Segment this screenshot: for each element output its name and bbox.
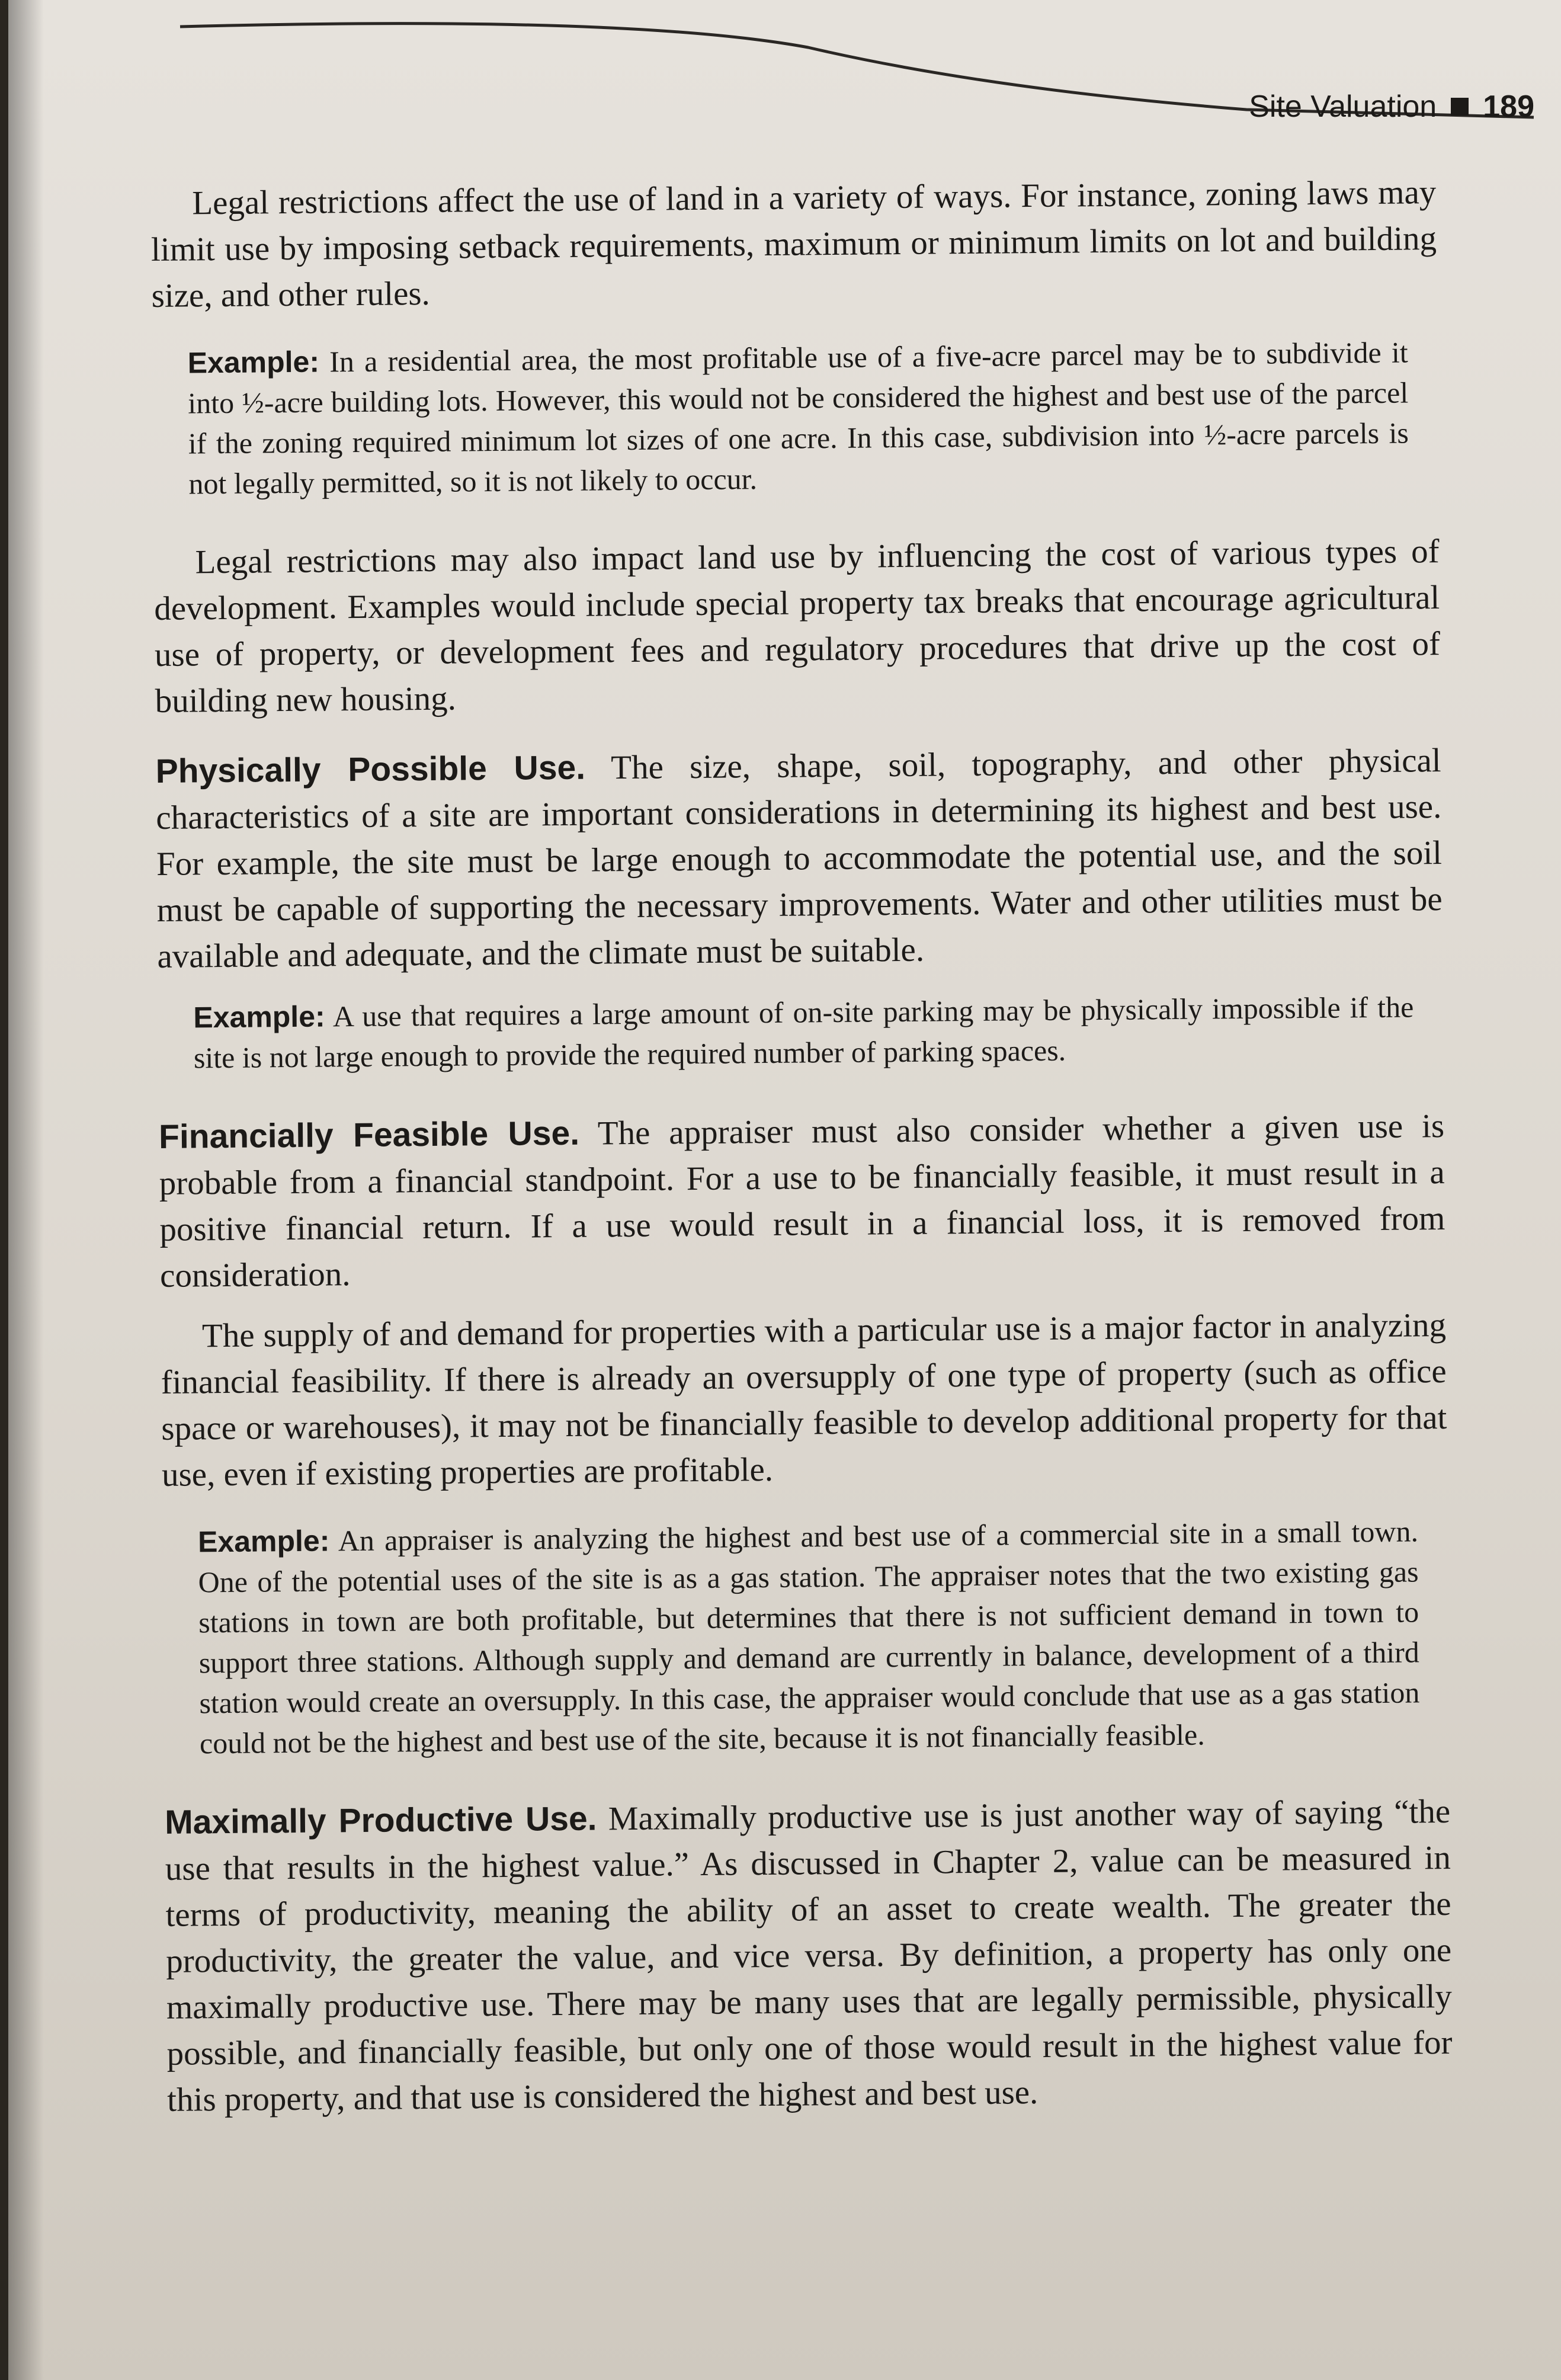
section-financially-feasible bbox=[159, 1103, 1446, 1299]
section-heading: Maximally Productive Use. bbox=[164, 1799, 597, 1841]
example-text: In a residential area, the most profitable use of a five-acre parcel may be to subdivide it into ½-acre building lots. However, this would not be considered the highest and best use of the parcel if the zoning required minimum lot sizes of one acre. In this case, subdivision into ½-acre parcels is not legally permitted, so it is not likely to occur. bbox=[188, 335, 1409, 501]
example-block bbox=[187, 332, 1409, 504]
example-label: Example: bbox=[193, 1000, 325, 1034]
paragraph-supply-demand: The supply of and demand for properties with a particular use is a major factor in analyzing financial feasibility. If there is already an oversupply of one type of property (such as office space or warehouses), it may not be financially feasible to develop additional property for that use, even if existing properties are profitable. bbox=[161, 1306, 1447, 1494]
example-label: Example: bbox=[187, 345, 320, 380]
binding-shadow bbox=[8, 0, 44, 2380]
paragraph-land-use-cost: Legal restrictions may also impact land use by influencing the cost of various types of development. Examples would include special property tax breaks that encourage agricultural use of property, or development fees and regulatory procedures that drive up the cost of building new housing. bbox=[154, 533, 1441, 720]
section-heading: Physically Possible Use. bbox=[155, 748, 586, 790]
example-block bbox=[193, 986, 1414, 1078]
page-body bbox=[150, 169, 1453, 2138]
page-number: 189 bbox=[1483, 89, 1534, 124]
example-text: A use that requires a large amount of on-site parking may be physically impossible if the site is not large enough to provide the required number of parking spaces. bbox=[193, 990, 1414, 1075]
section-heading: Financially Feasible Use. bbox=[158, 1114, 580, 1156]
section-text: The size, shape, soil, topography, and other physical characteristics of a site are important considerations in determining its highest and best use. For example, the site must be large enough to accommodate the potential use, and the soil must be capable of supporting the necessary improvements. Water and other utilities must be available and adequate, and the climate must be suitable. bbox=[156, 742, 1443, 975]
square-bullet-icon bbox=[1451, 98, 1469, 116]
section-text: The appraiser must also consider whether a given use is probable from a financial standpoint. For a use to be financially feasible, it must result in a positive financial return. If a use would result in a financial loss, it is removed from consideration. bbox=[159, 1107, 1445, 1295]
example-label: Example: bbox=[197, 1524, 330, 1559]
section-physically-possible bbox=[155, 737, 1443, 980]
book-page bbox=[8, 0, 1561, 2380]
section-maximally-productive bbox=[165, 1788, 1453, 2123]
paragraph-legal-restrictions: Legal restrictions affect the use of land in a variety of ways. For instance, zoning laws may limit use by imposing setback requirements, maximum or minimum limits on lot and building size, and other rules. bbox=[150, 174, 1437, 315]
example-text: An appraiser is analyzing the highest and best use of a commercial site in a small town. One of the potential uses of the site is as a gas station. The appraiser notes that the two existing gas stations in town are both profitable, but determines that there is not sufficient demand in town to support three stations. Although supply and demand are currently in balance, development of a third station would create an oversupply. In this case, the appraiser would conclude that use as a gas station could not be the highest and best use of the site, because it is not financially feasible. bbox=[198, 1514, 1420, 1760]
section-text: Maximally productive use is just another way of saying “the use that results in the highest value.” As discussed in Chapter 2, value can be measured in terms of productivity, meaning the ability of an asset to create wealth. The greater the productivity, the greater the value, and vice versa. By definition, a property has only one maximally productive use. There may be many uses that are legally permissible, physically possible, and financially feasible, but only one of those would result in the highest value for this property, and that use is considered the highest and best use. bbox=[165, 1792, 1453, 2119]
example-block bbox=[198, 1511, 1420, 1763]
section-title: Site Valuation bbox=[1249, 89, 1437, 124]
running-head bbox=[1249, 89, 1534, 124]
